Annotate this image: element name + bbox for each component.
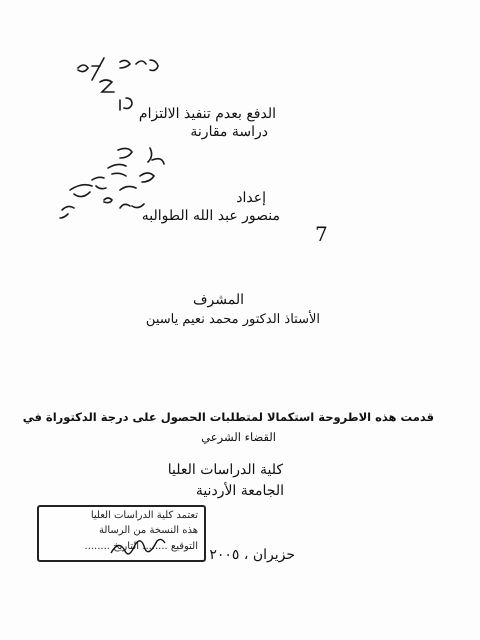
prepared-by-label: إعداد (236, 190, 266, 206)
thesis-statement: قدمت هذه الاطروحة استكمالا لمتطلبات الحصول على درجة الدكتوراة في (22, 410, 434, 424)
author-name: منصور عبد الله الطوالبه (141, 208, 280, 224)
thesis-subtitle: دراسة مقارنة (190, 124, 268, 140)
margin-number: 7 (315, 222, 328, 246)
signature-icon (109, 535, 169, 559)
supervisor-label: المشرف (193, 292, 244, 308)
college-name: كلية الدراسات العليا (167, 462, 283, 478)
stamp-line-2: هذه النسخة من الرسالة (98, 525, 198, 536)
stamp-line-1: تعتمد كلية الدراسات العليا (90, 510, 198, 521)
supervisor-name: الأستاذ الدكتور محمد نعيم ياسين (145, 312, 320, 327)
stamp-line-3: التوقيع ........ التاريخ ........ (84, 541, 198, 552)
thesis-title: الدفع بعدم تنفيذ الالتزام (138, 106, 276, 122)
university-name: الجامعة الأردنية (195, 483, 284, 499)
approval-stamp (37, 505, 206, 562)
submission-date: حزيران ، ٢٠٠٥ (209, 547, 295, 563)
degree-field: القضاء الشرعي (201, 430, 276, 444)
